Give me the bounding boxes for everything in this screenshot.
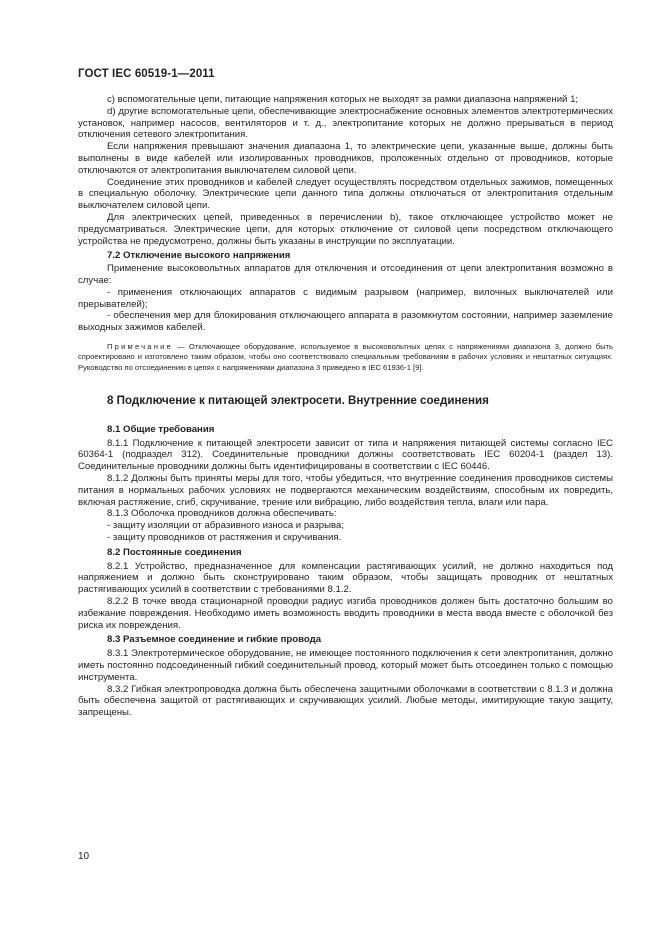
paragraph-8-3-1: 8.3.1 Электротермическое оборудование, не имеющее постоянного подключения к сети электропитания, должно иметь постоянно подсоединенный гибкий соединительный провод, который может быть отсоединен только с помощью инструмента. <box>78 648 613 683</box>
paragraph: Если напряжения превышают значения диапазона 1, то электрические цепи, указанные выше, должны быть выполнены в виде кабелей или изолированных проводников, проложенных отдельно от проводников, которые отключаются от электропитания выключателем силовой цепи. <box>78 141 613 176</box>
list-item: - защиту проводников от растяжения и скручивания. <box>107 532 342 543</box>
paragraph: Применение высоковольтных аппаратов для отключения и отсоединения от цепи электропитания возможно в случае: <box>78 263 613 286</box>
list-item: - защиту изоляции от абразивного износа и разрыва; <box>107 520 345 532</box>
paragraph: Для электрических цепей, приведенных в перечислении b), такое отключающее устройство может не предусматриваться. Электрические цепи, для которых отключение от силовой цепи посредством отключающего устройства не предусмотрено, должны быть указаны в инструкции по эксплуатации. <box>78 211 613 247</box>
paragraph-8-1-2: 8.1.2 Должны быть приняты меры для того, чтобы убедиться, что внутренние соединения проводников системы питания в нормальных рабочих условиях не подвергаются механическим воздействиям, способным их повредить, включая растяжение, сгиб, скручивание, трение или вибрацию, либо воздействия тепла, влаги или пара. <box>78 473 613 508</box>
list-item-c: c) вспомогательные цепи, питающие напряжения которых не выходят за рамки диапазона напряжений 1; <box>107 94 579 105</box>
note-label: Примечание <box>107 341 173 351</box>
section-heading-8: 8 Подключение к питающей электросети. Внутренние соединения <box>107 393 489 407</box>
standard-header: ГОСТ IEC 60519-1—2011 <box>78 68 215 80</box>
paragraph-8-1-1: 8.1.1 Подключение к питающей электросети зависит от типа и напряжения питающей системы согласно IEC 60364-1 (подраздел 312). Соединительные проводники должны соответствовать IEC 60204-1 (раздел 13). Соединительные проводники должны быть идентифицированы в соответствии с IEC 60446. <box>78 437 613 473</box>
paragraph-8-2-2: 8.2.2 В точке ввода стационарной проводки радиус изгиба проводников должен быть достаточно большим во избежание повреждения. Необходимо иметь возможность вводить проводники в места ввода вместе с оболочкой без риска их повреждения. <box>78 595 613 631</box>
subsection-heading-8-3: 8.3 Разъемное соединение и гибкие провода <box>107 634 322 646</box>
note-text: — Отключающее оборудование, используемое в высоковольтных цепях с напряжениями диапазона 3, должно быть спроектировано и изготовлено таким образом, чтобы оно соответствовало специальным требованиям в рабочих условиях и нештатных ситуациях. Руководство по отсоединению в цепях с напряжениями диапазона 3 приведено в IEC 61936-1 [9]. <box>78 341 613 372</box>
page-number: 10 <box>78 851 90 862</box>
paragraph-8-1-3: 8.1.3 Оболочка проводников должна обеспечивать: <box>107 508 337 520</box>
page-body <box>78 94 613 719</box>
paragraph: Соединение этих проводников и кабелей следует осуществлять посредством отдельных зажимов, помещенных в специальную оболочку. Электрические цепи данного типа должны отключаться от электропитания отдельным выключателем силовой цепи. <box>78 176 613 212</box>
subsection-heading-7-2: 7.2 Отключение высокого напряжения <box>107 250 291 262</box>
list-item: - применения отключающих аппаратов с видимым разрывом (например, вилочных выключателей или прерывателей); <box>78 286 613 310</box>
paragraph-8-2-1: 8.2.1 Устройство, предназначенное для компенсации растягивающих усилий, не должно находиться под напряжением и должно быть сконструировано таким образом, чтобы защищать проводник от нештатных растягивающих усилий в соответствии с требованиями 8.1.2. <box>78 560 613 596</box>
paragraph-8-3-2: 8.3.2 Гибкая электропроводка должна быть обеспечена защитными оболочками в соответствии с 8.1.3 и должна быть обеспечена защитой от растягивающих и скручивающих усилий. Любые методы, имитирующие такую защиту, запрещены. <box>78 683 613 719</box>
subsection-heading-8-1: 8.1 Общие требования <box>107 423 215 435</box>
list-item: - обеспечения мер для блокирования отключающего аппарата в разомкнутом состоянии, например заземление выходных зажимов кабелей. <box>78 310 613 334</box>
list-item-d: d) другие вспомогательные цепи, обеспечивающие электроснабжение основных элементов электротермических установок, например насосов, вентиляторов и т. д., электропитание которых не должно прерываться в период отключения сетевого электропитания. <box>78 105 613 141</box>
note <box>78 342 613 373</box>
subsection-heading-8-2: 8.2 Постоянные соединения <box>107 546 242 558</box>
